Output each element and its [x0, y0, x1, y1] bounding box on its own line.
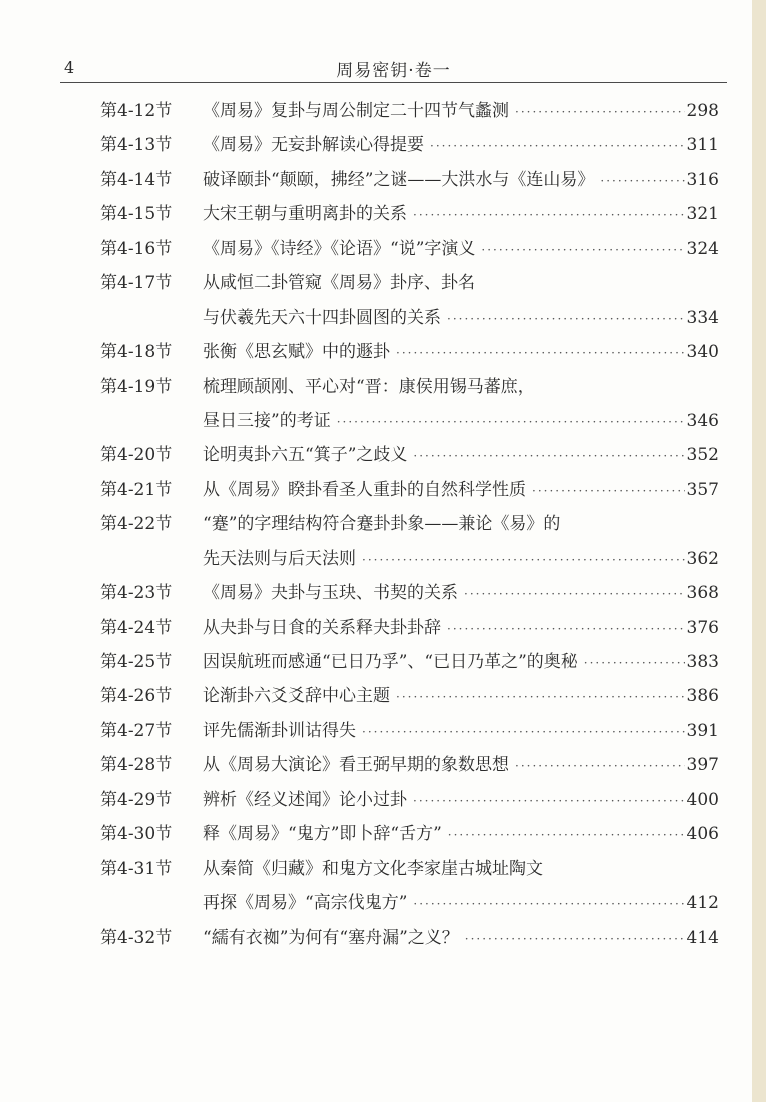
page-reference: 376: [686, 617, 719, 638]
section-number: 第4-23节: [100, 583, 173, 604]
entry-title: 张衡《思玄赋》中的遯卦: [203, 342, 390, 363]
toc-line: [0, 335, 752, 369]
entry-title: 与伏羲先天六十四卦圆图的关系: [203, 307, 441, 328]
toc-entry[interactable]: [203, 921, 719, 956]
page-reference: 391: [686, 720, 719, 741]
toc-line: [0, 852, 752, 886]
toc-line: [0, 679, 752, 713]
toc-entry[interactable]: [203, 197, 719, 232]
entry-title: 从秦简《归藏》和鬼方文化李家崖古城址陶文: [203, 858, 543, 879]
section-number: 第4-25节: [100, 652, 173, 672]
page-reference: 412: [686, 893, 719, 914]
entry-title: 破译颐卦“颠颐，拂经”之谜——大洪水与《连山易》: [203, 169, 595, 190]
dot-leader: [362, 715, 685, 749]
page-reference: 321: [686, 204, 719, 225]
dot-leader: [584, 646, 685, 680]
toc-line: [0, 645, 752, 679]
entry-title: “蹇”的字理结构符合蹇卦卦象——兼论《易》的: [203, 514, 561, 535]
toc-entry[interactable]: [203, 473, 719, 508]
toc-entry[interactable]: [203, 886, 719, 921]
table-of-contents: [0, 94, 752, 955]
toc-entry[interactable]: [203, 438, 719, 473]
running-title: 周易密钥·卷一: [336, 61, 451, 81]
dot-leader: [515, 749, 685, 783]
entry-title: 《周易》夬卦与玉玦、书契的关系: [203, 583, 458, 604]
entry-title: 从《周易》睽卦看圣人重卦的自然科学性质: [203, 479, 526, 500]
toc-line: [0, 163, 752, 197]
entry-title: 论明夷卦六五“箕子”之歧义: [203, 445, 408, 466]
toc-entry[interactable]: [203, 748, 719, 783]
section-number: 第4-21节: [100, 479, 173, 500]
toc-line: [0, 370, 752, 404]
page-reference: 397: [686, 755, 719, 776]
toc-line: [0, 507, 752, 541]
dot-leader: [413, 887, 684, 921]
section-number: 第4-28节: [100, 755, 173, 776]
page-reference: 316: [686, 169, 719, 190]
section-number: 第4-20节: [100, 445, 173, 466]
toc-entry[interactable]: [203, 404, 719, 439]
toc-entry[interactable]: [203, 783, 719, 818]
toc-entry[interactable]: [203, 817, 719, 852]
dot-leader: [362, 543, 685, 577]
page-reference: 352: [686, 445, 719, 466]
dot-leader: [481, 233, 684, 267]
entry-title: “繻有衣袽”为何有“塞舟漏”之义？: [203, 927, 459, 948]
toc-entry[interactable]: [203, 301, 719, 336]
section-number: 第4-15节: [100, 204, 173, 225]
page-reference: 298: [686, 101, 719, 121]
page-edge: [752, 0, 766, 1102]
section-number: 第4-30节: [100, 824, 173, 845]
page-header: [60, 56, 727, 83]
page-reference: 334: [686, 307, 719, 328]
entry-title: 从《周易大演论》看王弼早期的象数思想: [203, 755, 509, 776]
section-number: 第4-16节: [100, 238, 173, 259]
page-reference: 357: [686, 479, 719, 500]
section-number: 第4-14节: [100, 169, 173, 190]
toc-entry[interactable]: [203, 163, 719, 198]
toc-line: [0, 611, 752, 645]
toc-entry[interactable]: [203, 645, 719, 680]
section-number: 第4-24节: [100, 617, 173, 638]
section-number: 第4-29节: [100, 789, 173, 810]
entry-title: 再探《周易》“高宗伐鬼方”: [203, 893, 408, 914]
toc-entry[interactable]: [203, 232, 719, 267]
toc-entry[interactable]: [203, 542, 719, 577]
toc-line: [0, 783, 752, 817]
toc-entry[interactable]: [203, 679, 719, 714]
entry-title: 大宋王朝与重明离卦的关系: [203, 204, 407, 225]
page-reference: 383: [686, 652, 719, 672]
dot-leader: [600, 164, 684, 198]
page-reference: 324: [686, 238, 719, 259]
toc-line: [0, 714, 752, 748]
dot-leader: [515, 95, 685, 129]
section-number: 第4-27节: [100, 720, 173, 741]
toc-line: [0, 128, 752, 162]
dot-leader: [465, 922, 685, 956]
entry-title: 先天法则与后天法则: [203, 548, 356, 569]
toc-line: [0, 301, 752, 335]
entry-title: 因误航班而感通“已日乃孚”、“已日乃革之”的奥秘: [203, 652, 578, 672]
toc-entry[interactable]: [203, 94, 719, 129]
toc-entry[interactable]: [203, 576, 719, 611]
dot-leader: [413, 439, 684, 473]
dot-leader: [413, 784, 685, 818]
toc-line: [0, 473, 752, 507]
dot-leader: [447, 612, 685, 646]
toc-line: [0, 576, 752, 610]
toc-line: [0, 404, 752, 438]
toc-entry[interactable]: [203, 128, 719, 163]
page-reference: 311: [686, 135, 719, 156]
dot-leader: [413, 198, 685, 232]
section-number: 第4-17节: [100, 273, 173, 294]
entry-title: 《周易》无妄卦解读心得提要: [203, 135, 424, 156]
entry-title: 《周易》《诗经》《论语》“说”字演义: [203, 238, 476, 259]
entry-title: 释《周易》“鬼方”即卜辞“舌方”: [203, 824, 442, 845]
page-number: 4: [64, 58, 75, 77]
section-number: 第4-18节: [100, 342, 173, 363]
section-number: 第4-19节: [100, 376, 173, 397]
toc-line: [0, 817, 752, 851]
section-number: 第4-13节: [100, 135, 173, 156]
entry-title: 《周易》复卦与周公制定二十四节气蠡测: [203, 101, 509, 121]
section-number: 第4-22节: [100, 514, 173, 535]
toc-entry[interactable]: [203, 335, 719, 370]
section-number: 第4-32节: [100, 927, 173, 948]
entry-title: 从咸恒二卦管窥《周易》卦序、卦名: [203, 273, 475, 294]
section-number: 第4-31节: [100, 858, 173, 879]
page-reference: 346: [686, 410, 719, 431]
toc-line: [0, 197, 752, 231]
toc-line: [0, 232, 752, 266]
toc-entry[interactable]: [203, 852, 719, 886]
entry-title: 梳理顾颉刚、平心对“晋：康侯用锡马蕃庶，: [203, 376, 535, 397]
entry-title: 昼日三接”的考证: [203, 410, 331, 431]
dot-leader: [430, 129, 685, 163]
page-reference: 406: [686, 824, 719, 845]
toc-line: [0, 921, 752, 955]
toc-entry[interactable]: [203, 611, 719, 646]
entry-title: 评先儒渐卦训诂得失: [203, 720, 356, 741]
section-number: 第4-26节: [100, 686, 173, 707]
dot-leader: [396, 336, 685, 370]
toc-entry[interactable]: [203, 266, 719, 300]
dot-leader: [464, 577, 685, 611]
dot-leader: [337, 405, 685, 439]
section-number: 第4-12节: [100, 101, 173, 121]
page-reference: 368: [686, 583, 719, 604]
toc-line: [0, 748, 752, 782]
toc-line: [0, 438, 752, 472]
entry-title: 辨析《经义述闻》论小过卦: [203, 789, 407, 810]
page-reference: 386: [686, 686, 719, 707]
dot-leader: [396, 680, 685, 714]
dot-leader: [532, 474, 685, 508]
toc-entry[interactable]: [203, 370, 719, 404]
entry-title: 论渐卦六爻爻辞中心主题: [203, 686, 390, 707]
toc-entry[interactable]: [203, 507, 719, 541]
dot-leader: [447, 302, 685, 336]
page-reference: 400: [686, 789, 719, 810]
toc-line: [0, 542, 752, 576]
toc-line: [0, 94, 752, 128]
toc-entry[interactable]: [203, 714, 719, 749]
entry-title: 从夬卦与日食的关系释夬卦卦辞: [203, 617, 441, 638]
page-reference: 362: [686, 548, 719, 569]
toc-line: [0, 266, 752, 300]
toc-line: [0, 886, 752, 920]
dot-leader: [448, 818, 685, 852]
page-reference: 340: [686, 342, 719, 363]
page-reference: 414: [686, 927, 719, 948]
